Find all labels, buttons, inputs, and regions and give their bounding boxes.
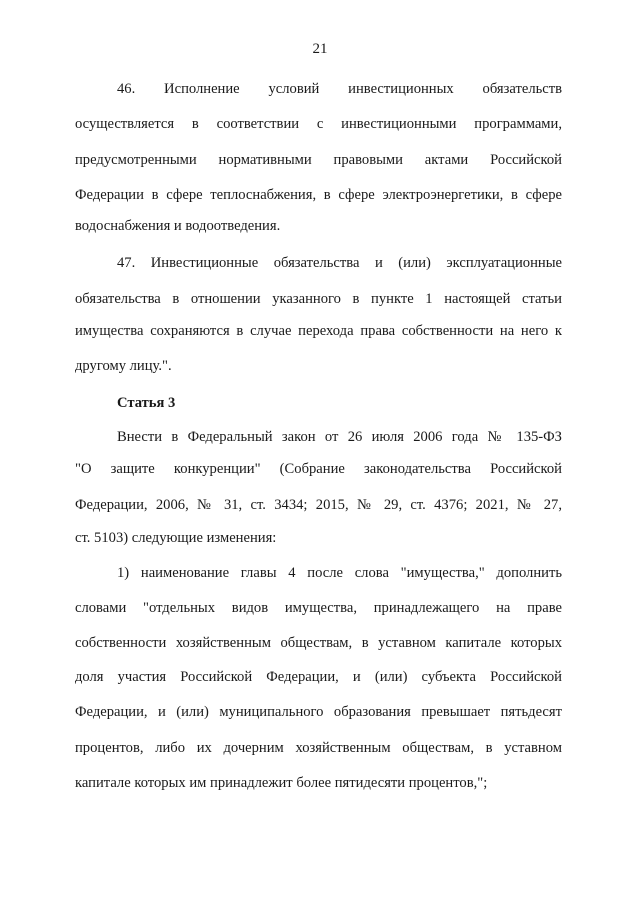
text-line-p46-5: водоснабжения и водоотведения. — [75, 218, 281, 234]
text-line-p46-4: Федерации в сфере теплоснабжения, в сфере электроэнергетики, в сфере — [75, 187, 562, 203]
text-line-a3-4: ст. 5103) следующие изменения: — [75, 530, 277, 546]
text-line-i1-7: капитале которых им принадлежит более пятидесяти процентов,"; — [75, 775, 488, 791]
text-line-p47-2: обязательства в отношении указанного в пункте 1 настоящей статьи — [75, 291, 562, 307]
text-line-i1-6: процентов, либо их дочерним хозяйственным обществам, в уставном — [75, 740, 562, 756]
text-line-a3-3: Федерации, 2006, № 31, ст. 3434; 2015, № 29, ст. 4376; 2021, № 27, — [75, 497, 562, 513]
text-line-i1-5: Федерации, и (или) муниципального образования превышает пятьдесят — [75, 704, 562, 720]
text-line-p46-1: 46. Исполнение условий инвестиционных обязательств — [117, 81, 562, 97]
text-line-i1-4: доля участия Российской Федерации, и (или) субъекта Российской — [75, 669, 562, 685]
text-line-p47-1: 47. Инвестиционные обязательства и (или) эксплуатационные — [117, 255, 562, 271]
text-line-a3-2: "О защите конкуренции" (Собрание законодательства Российской — [75, 461, 562, 477]
page-number: 21 — [312, 41, 328, 57]
text-line-i1-1: 1) наименование главы 4 после слова "имущества," дополнить — [117, 565, 562, 581]
text-line-p46-2: осуществляется в соответствии с инвестиционными программами, — [75, 116, 562, 132]
article-heading: Статья 3 — [117, 395, 176, 411]
text-line-i1-3: собственности хозяйственным обществам, в уставном капитале которых — [75, 635, 562, 651]
text-line-i1-2: словами "отдельных видов имущества, принадлежащего на праве — [75, 600, 562, 616]
text-line-p47-4: другому лицу.". — [75, 358, 172, 374]
text-line-p47-3: имущества сохраняются в случае перехода права собственности на него к — [75, 323, 562, 339]
text-line-a3-1: Внести в Федеральный закон от 26 июля 2006 года № 135-ФЗ — [117, 429, 562, 445]
text-line-p46-3: предусмотренными нормативными правовыми актами Российской — [75, 152, 562, 168]
